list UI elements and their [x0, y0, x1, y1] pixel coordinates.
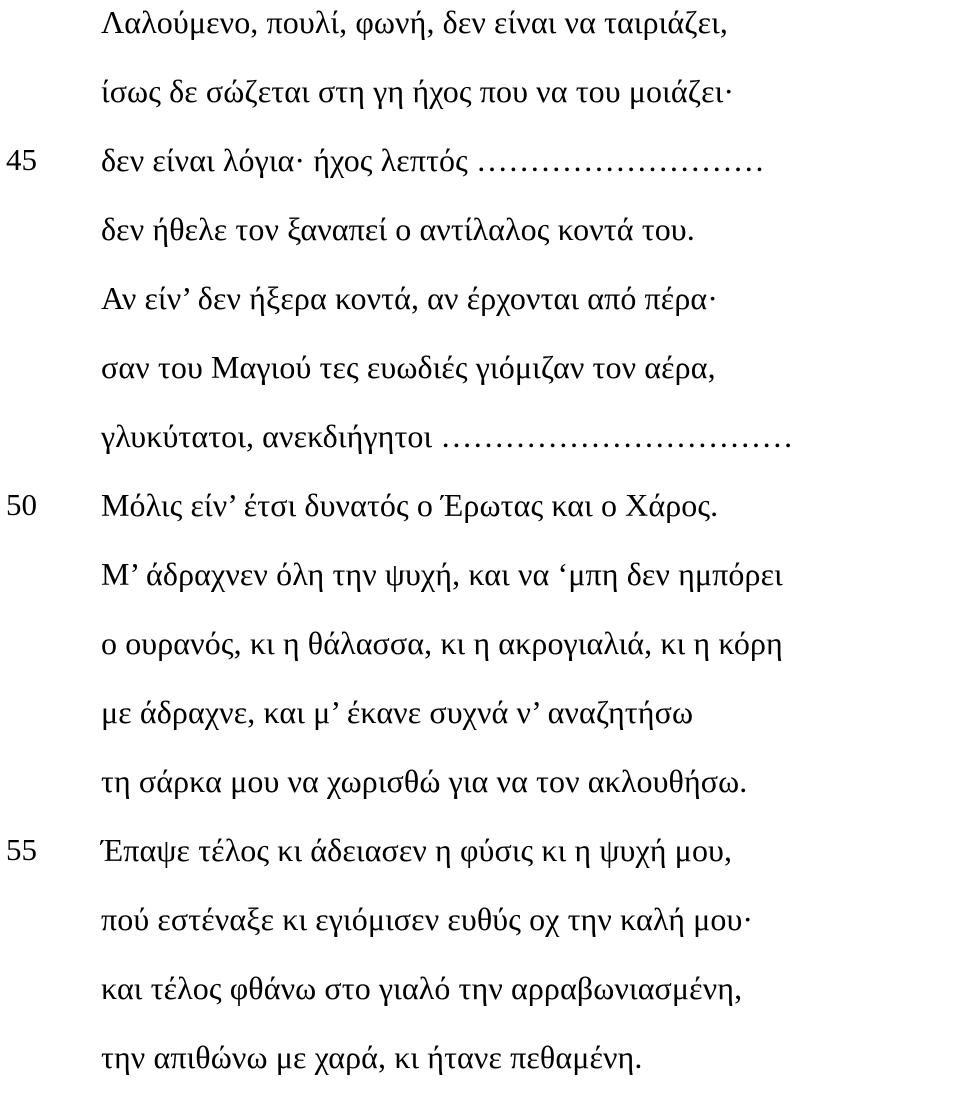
line-text: ίσως δε σώζεται στη γη ήχος που να του μοιάζει· — [101, 73, 735, 109]
line-text: Έπαψε τέλος κι άδειασεν η φύσις κι η ψυχή μου, — [101, 832, 733, 868]
line-text: ο ουρανός, κι η θάλασσα, κι η ακρογιαλιά, κι η κόρη — [101, 625, 783, 661]
line-number: 55 — [6, 832, 37, 867]
line-text: δεν ήθελε τον ξαναπεί ο αντίλαλος κοντά του. — [101, 211, 695, 247]
line-number: 45 — [6, 142, 37, 177]
poem-line — [0, 1037, 960, 1097]
line-text: πού εστέναξε κι εγιόμισεν ευθύς οχ την καλή μου· — [101, 901, 754, 937]
poem-line — [0, 278, 960, 338]
line-text: Αν είν’ δεν ήξερα κοντά, αν έρχονται από πέρα· — [101, 280, 719, 316]
poem-line — [0, 761, 960, 821]
line-text: δεν είναι λόγια· ήχος λεπτός ……………………… — [101, 142, 765, 178]
poem-line — [0, 2, 960, 62]
poem-line — [0, 347, 960, 407]
line-text: Μ’ άδραχνεν όλη την ψυχή, και να ‘μπη δεν ημπόρει — [101, 556, 783, 592]
line-text: σαν του Μαγιού τες ευωδιές γιόμιζαν τον αέρα, — [101, 349, 716, 385]
line-text: και τέλος φθάνω στο γιαλό την αρραβωνιασμένη, — [101, 970, 743, 1006]
poem-line — [0, 968, 960, 1028]
poem-line — [0, 416, 960, 476]
poem-line — [0, 485, 960, 545]
poem-line — [0, 830, 960, 890]
line-text: Λαλούμενο, πουλί, φωνή, δεν είναι να ταιριάζει, — [101, 4, 728, 40]
line-text: τη σάρκα μου να χωρισθώ για να τον ακλουθήσω. — [101, 763, 748, 799]
line-number: 50 — [6, 487, 37, 522]
line-text: την απιθώνω με χαρά, κι ήτανε πεθαμένη. — [101, 1039, 643, 1075]
poem-line — [0, 692, 960, 752]
poem-line — [0, 140, 960, 200]
poem-line — [0, 71, 960, 131]
poem-line — [0, 899, 960, 959]
line-text: Μόλις είν’ έτσι δυνατός ο Έρωτας και ο Χάρος. — [101, 487, 719, 523]
line-text: γλυκύτατοι, ανεκδιήγητοι …………………………… — [101, 418, 794, 454]
poem-line — [0, 554, 960, 614]
line-text: με άδραχνε, και μ’ έκανε συχνά ν’ αναζητήσω — [101, 694, 694, 730]
poem-line — [0, 623, 960, 683]
poem-line — [0, 209, 960, 269]
